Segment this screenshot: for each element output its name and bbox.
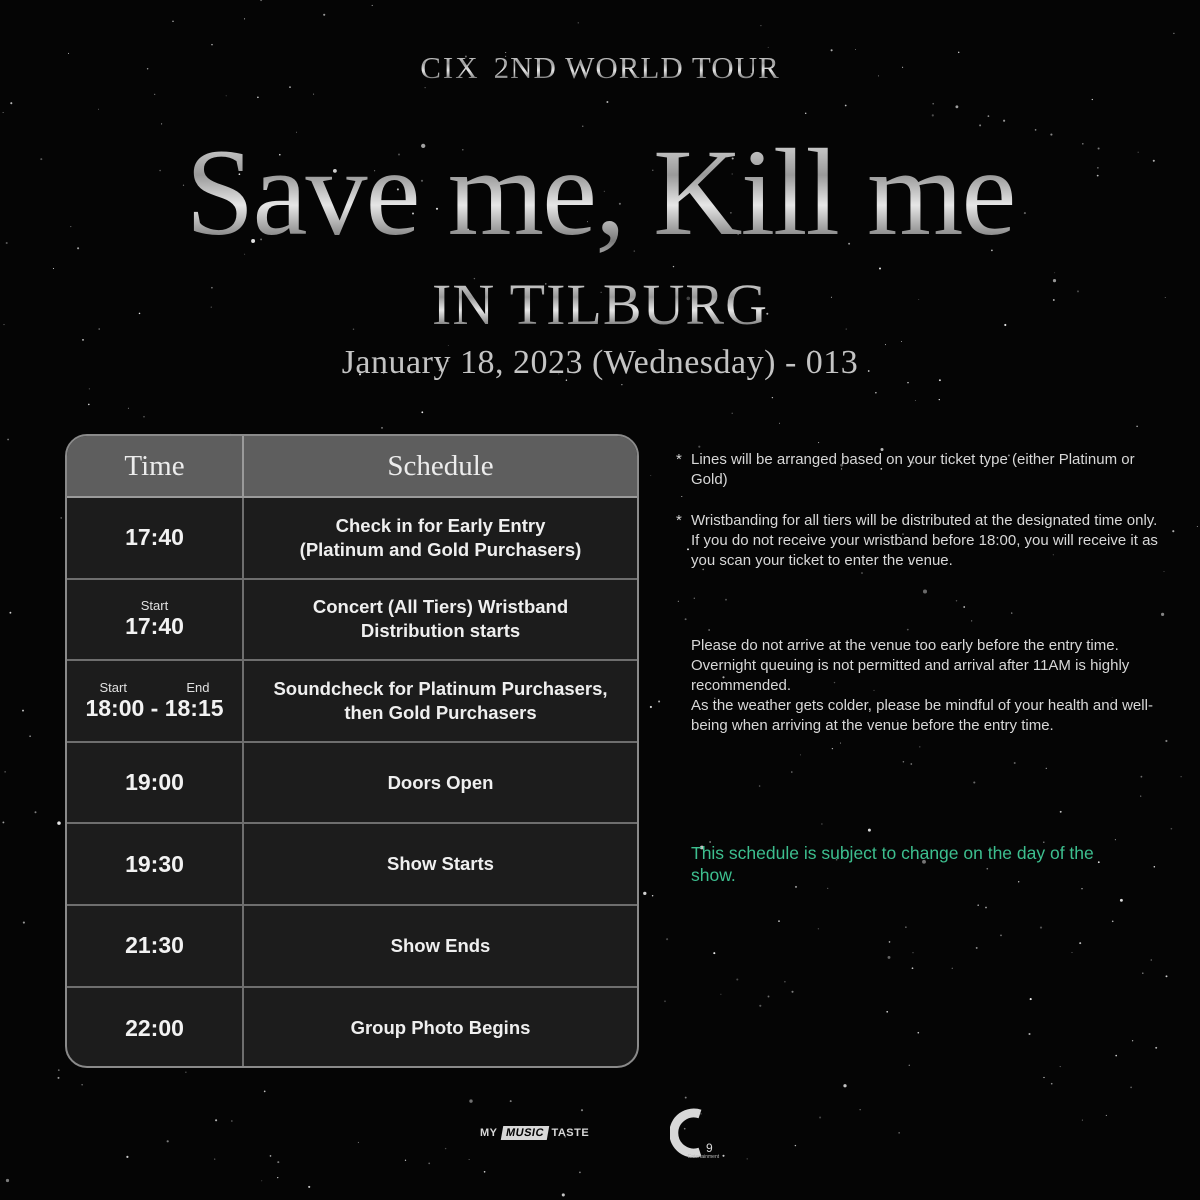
star-dot bbox=[832, 748, 833, 749]
notes-list bbox=[676, 450, 1166, 592]
star-dot bbox=[143, 416, 145, 418]
star-dot bbox=[214, 1159, 215, 1160]
star-dot bbox=[1115, 1055, 1117, 1057]
star-dot bbox=[694, 598, 695, 599]
time-cell bbox=[67, 988, 244, 1068]
star-dot bbox=[1142, 972, 1143, 973]
star-dot bbox=[818, 442, 819, 443]
star-dot bbox=[1079, 942, 1081, 944]
star-dot bbox=[827, 888, 828, 889]
star-dot bbox=[1141, 776, 1143, 778]
star-dot bbox=[277, 1177, 278, 1178]
star-dot bbox=[747, 1158, 748, 1159]
event-text: Check in for Early Entry (Platinum and Gold Purchasers) bbox=[299, 514, 582, 560]
star-dot bbox=[800, 754, 801, 755]
star-dot bbox=[843, 1084, 846, 1087]
star-dot bbox=[905, 926, 906, 927]
star-dot bbox=[35, 811, 37, 813]
star-dot bbox=[289, 86, 291, 88]
schedule-cell bbox=[244, 988, 637, 1068]
star-dot bbox=[1161, 613, 1164, 616]
star-dot bbox=[720, 994, 721, 995]
star-dot bbox=[167, 1140, 169, 1142]
star-dot bbox=[1030, 998, 1032, 1000]
star-dot bbox=[819, 1116, 821, 1118]
star-dot bbox=[1155, 1047, 1157, 1049]
star-dot bbox=[581, 1109, 583, 1111]
time-value: 21:30 bbox=[125, 932, 184, 959]
star-dot bbox=[1140, 796, 1141, 797]
note-item bbox=[676, 511, 1166, 571]
logo-text-my: MY bbox=[480, 1127, 498, 1139]
star-dot bbox=[264, 1091, 266, 1093]
logo-text-taste: TASTE bbox=[551, 1127, 590, 1139]
c9-entertainment-logo bbox=[670, 1108, 730, 1160]
star-dot bbox=[791, 991, 793, 993]
time-value: 18:00 - 18:15 bbox=[85, 694, 224, 721]
star-dot bbox=[185, 1072, 186, 1073]
time-value: 19:00 bbox=[125, 769, 184, 796]
time-column-header: Time bbox=[67, 436, 244, 496]
star-dot bbox=[358, 1142, 359, 1143]
star-dot bbox=[231, 1120, 232, 1121]
brand-name: CIX bbox=[420, 50, 480, 85]
star-dot bbox=[956, 600, 957, 601]
star-dot bbox=[868, 829, 871, 832]
table-row bbox=[67, 661, 637, 743]
star-dot bbox=[23, 922, 25, 924]
star-dot bbox=[57, 1077, 59, 1079]
star-dot bbox=[1136, 426, 1137, 427]
star-dot bbox=[985, 907, 987, 909]
star-dot bbox=[308, 1186, 310, 1188]
star-dot bbox=[323, 14, 325, 16]
star-dot bbox=[795, 886, 797, 888]
star-dot bbox=[313, 94, 314, 95]
end-label: End bbox=[186, 679, 210, 695]
star-dot bbox=[1092, 99, 1093, 100]
time-cell bbox=[67, 498, 244, 578]
c9-logo-text: Entertainment bbox=[688, 1154, 720, 1160]
star-dot bbox=[650, 475, 651, 476]
schedule-cell bbox=[244, 824, 637, 904]
star-dot bbox=[910, 763, 912, 765]
star-dot bbox=[9, 612, 11, 614]
star-dot bbox=[779, 423, 780, 424]
star-dot bbox=[708, 629, 709, 630]
star-dot bbox=[973, 781, 975, 783]
time-cell bbox=[67, 743, 244, 823]
event-text: Group Photo Begins bbox=[350, 1017, 531, 1039]
star-dot bbox=[1060, 1066, 1061, 1067]
star-dot bbox=[484, 1171, 486, 1173]
star-dot bbox=[89, 388, 90, 389]
note-text: Wristbanding for all tiers will be distributed at the designated time only. If you do not receive your wristband before 18:00, you will receive it as you scan your ticket to enter the venue. bbox=[691, 512, 1158, 569]
time-value: 17:40 bbox=[125, 613, 184, 640]
asterisk-marker: * bbox=[676, 451, 682, 468]
star-dot bbox=[915, 400, 916, 401]
star-dot bbox=[1172, 530, 1174, 532]
star-dot bbox=[713, 952, 715, 954]
logo-text-music: MUSIC bbox=[500, 1126, 548, 1140]
asterisk-marker: * bbox=[676, 512, 682, 529]
star-dot bbox=[1106, 1115, 1107, 1116]
star-dot bbox=[60, 517, 62, 519]
star-dot bbox=[277, 1161, 279, 1163]
table-row bbox=[67, 498, 637, 580]
star-dot bbox=[732, 413, 733, 414]
schedule-header-row bbox=[67, 436, 637, 498]
star-dot bbox=[795, 1145, 796, 1146]
star-dot bbox=[1197, 526, 1198, 527]
star-dot bbox=[768, 996, 770, 998]
star-dot bbox=[678, 601, 679, 602]
star-dot bbox=[955, 105, 958, 108]
star-dot bbox=[889, 941, 891, 943]
star-dot bbox=[698, 446, 700, 448]
star-dot bbox=[1051, 1083, 1053, 1085]
star-dot bbox=[1112, 920, 1114, 922]
star-dot bbox=[888, 956, 891, 959]
star-dot bbox=[1043, 1077, 1044, 1078]
star-dot bbox=[469, 1159, 470, 1160]
star-dot bbox=[1166, 975, 1168, 977]
star-dot bbox=[759, 785, 761, 787]
star-dot bbox=[664, 1000, 666, 1002]
star-dot bbox=[1060, 811, 1062, 813]
star-dot bbox=[1181, 776, 1182, 777]
time-cell bbox=[67, 661, 244, 741]
star-dot bbox=[1046, 768, 1047, 769]
star-dot bbox=[760, 25, 761, 26]
star-dot bbox=[428, 1163, 430, 1165]
start-end-labels bbox=[100, 680, 210, 695]
star-dot bbox=[126, 1156, 128, 1158]
star-dot bbox=[1154, 866, 1156, 868]
star-dot bbox=[821, 823, 822, 824]
star-dot bbox=[939, 399, 940, 400]
star-dot bbox=[510, 1100, 512, 1102]
star-dot bbox=[658, 700, 660, 702]
event-date: January 18, 2023 (Wednesday) - 013 bbox=[341, 344, 859, 381]
star-dot bbox=[1165, 740, 1167, 742]
event-text: Concert (All Tiers) Wristband Distribution starts bbox=[312, 596, 569, 642]
star-dot bbox=[88, 404, 90, 406]
star-dot bbox=[912, 952, 913, 953]
star-dot bbox=[445, 1148, 446, 1149]
star-dot bbox=[932, 114, 934, 116]
star-dot bbox=[1151, 959, 1152, 960]
star-dot bbox=[860, 1109, 861, 1110]
star-dot bbox=[372, 5, 373, 6]
star-dot bbox=[81, 1084, 82, 1085]
schedule-cell bbox=[244, 580, 637, 660]
star-dot bbox=[1130, 1087, 1132, 1089]
star-dot bbox=[1040, 927, 1042, 929]
star-dot bbox=[53, 268, 54, 269]
star-dot bbox=[381, 427, 383, 429]
tour-heading bbox=[0, 50, 1200, 86]
star-dot bbox=[270, 1155, 272, 1157]
star-dot bbox=[1171, 828, 1173, 830]
star-dot bbox=[903, 761, 905, 763]
time-value: 22:00 bbox=[125, 1014, 184, 1041]
arrival-advice: Please do not arrive at the venue too early before the entry time. Overnight queuing is not permitted and arrival after 11AM is highly recommended. As the weather gets colder, please be mindful of your health and well-being when arriving at the venue before the entry time. bbox=[691, 637, 1153, 734]
star-dot bbox=[1082, 1120, 1083, 1121]
star-dot bbox=[7, 439, 9, 441]
event-text: Show Ends bbox=[390, 934, 491, 956]
table-row bbox=[67, 580, 637, 662]
star-dot bbox=[3, 112, 4, 113]
star-dot bbox=[652, 895, 653, 896]
schedule-cell bbox=[244, 906, 637, 986]
star-dot bbox=[257, 96, 259, 98]
tour-name: 2ND WORLD TOUR bbox=[493, 50, 780, 85]
time-cell bbox=[67, 824, 244, 904]
star-dot bbox=[650, 706, 652, 708]
start-label: Start bbox=[140, 598, 169, 614]
star-dot bbox=[976, 947, 978, 949]
star-dot bbox=[932, 103, 934, 105]
star-dot bbox=[1014, 762, 1016, 764]
star-dot bbox=[1081, 888, 1082, 889]
table-row bbox=[67, 906, 637, 988]
star-dot bbox=[917, 1032, 919, 1034]
star-dot bbox=[58, 1069, 60, 1071]
star-dot bbox=[899, 1132, 900, 1133]
star-dot bbox=[1028, 1033, 1030, 1035]
star-dot bbox=[425, 87, 426, 88]
schedule-cell bbox=[244, 498, 637, 578]
schedule-table bbox=[65, 434, 639, 1068]
note-text: Lines will be arranged based on your ticket type (either Platinum or Gold) bbox=[691, 451, 1135, 488]
star-dot bbox=[211, 44, 213, 46]
event-text: Show Starts bbox=[387, 853, 494, 875]
star-dot bbox=[988, 115, 990, 117]
star-dot bbox=[1173, 33, 1174, 34]
star-dot bbox=[405, 1160, 406, 1161]
star-dot bbox=[154, 94, 155, 95]
star-dot bbox=[666, 938, 668, 940]
star-dot bbox=[469, 1099, 472, 1102]
star-dot bbox=[759, 1005, 761, 1007]
star-dot bbox=[977, 904, 979, 906]
mymusictaste-logo bbox=[480, 1124, 589, 1142]
star-dot bbox=[606, 101, 608, 103]
star-dot bbox=[1115, 839, 1116, 840]
star-dot bbox=[1120, 899, 1123, 902]
star-dot bbox=[260, 0, 262, 1]
star-dot bbox=[244, 18, 245, 19]
star-dot bbox=[1000, 935, 1002, 937]
star-dot bbox=[98, 109, 99, 110]
star-dot bbox=[579, 1172, 581, 1174]
star-dot bbox=[778, 920, 780, 922]
star-dot bbox=[768, 47, 769, 48]
star-dot bbox=[2, 821, 4, 823]
star-dot bbox=[909, 1065, 910, 1066]
star-dot bbox=[845, 105, 847, 107]
star-dot bbox=[886, 1011, 888, 1013]
star-dot bbox=[57, 821, 61, 825]
star-dot bbox=[907, 629, 909, 631]
star-dot bbox=[805, 113, 806, 114]
table-row bbox=[67, 988, 637, 1068]
star-dot bbox=[685, 1097, 687, 1099]
star-dot bbox=[215, 1119, 217, 1121]
star-dot bbox=[261, 1180, 262, 1181]
star-dot bbox=[1072, 952, 1073, 953]
star-dot bbox=[971, 620, 972, 621]
star-dot bbox=[22, 710, 24, 712]
star-dot bbox=[791, 771, 793, 773]
star-dot bbox=[725, 599, 727, 601]
star-dot bbox=[1132, 1040, 1133, 1041]
star-dot bbox=[421, 411, 423, 413]
star-dot bbox=[772, 397, 773, 398]
table-row bbox=[67, 743, 637, 825]
time-value: 19:30 bbox=[125, 850, 184, 877]
schedule-disclaimer: This schedule is subject to change on the day of the show. bbox=[691, 843, 1094, 885]
star-dot bbox=[912, 967, 914, 969]
table-row bbox=[67, 824, 637, 906]
star-dot bbox=[643, 892, 646, 895]
star-dot bbox=[4, 771, 5, 772]
star-dot bbox=[685, 618, 687, 620]
schedule-column-header: Schedule bbox=[387, 449, 494, 482]
note-item bbox=[676, 450, 1166, 490]
star-dot bbox=[29, 735, 31, 737]
tour-title: Save me, Kill me bbox=[0, 118, 1200, 268]
star-dot bbox=[919, 746, 920, 747]
svg-text:9: 9 bbox=[706, 1141, 713, 1155]
star-dot bbox=[1011, 612, 1012, 613]
star-dot bbox=[562, 1193, 565, 1196]
star-dot bbox=[578, 22, 579, 23]
star-dot bbox=[840, 743, 841, 744]
star-dot bbox=[952, 968, 953, 969]
event-text: Doors Open bbox=[387, 771, 494, 793]
time-cell bbox=[67, 580, 244, 660]
schedule-cell bbox=[244, 661, 637, 741]
star-dot bbox=[875, 392, 876, 393]
star-dot bbox=[818, 928, 819, 929]
event-text: Soundcheck for Platinum Purchasers, then Gold Purchasers bbox=[273, 677, 608, 723]
city-heading: IN TILBURG bbox=[0, 272, 1200, 338]
star-dot bbox=[172, 21, 173, 22]
schedule-cell bbox=[244, 743, 637, 823]
time-cell bbox=[67, 906, 244, 986]
star-dot bbox=[963, 606, 965, 608]
star-dot bbox=[736, 978, 738, 980]
star-dot bbox=[128, 408, 129, 409]
time-value: 17:40 bbox=[125, 524, 184, 551]
star-dot bbox=[10, 102, 12, 104]
star-dot bbox=[226, 95, 227, 96]
start-label: Start bbox=[99, 679, 127, 695]
star-dot bbox=[784, 981, 786, 983]
star-dot bbox=[6, 1179, 9, 1182]
